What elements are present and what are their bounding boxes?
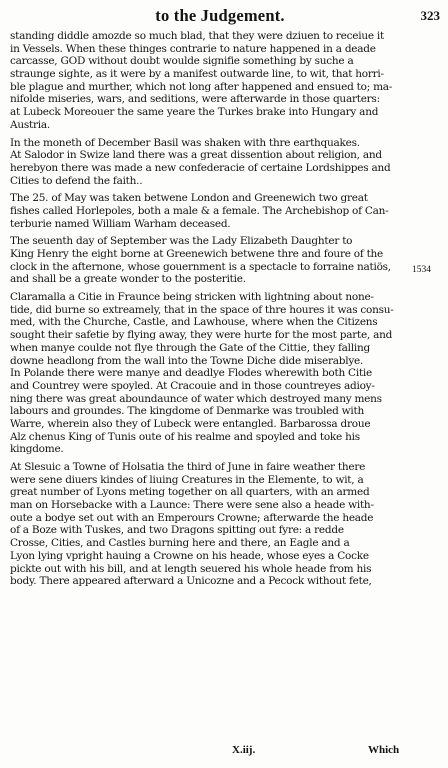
text-line: terburie named William Warham deceased. [10,217,231,230]
text-line: at Lubeck Moreouer the same yeare the Turkes brake into Hungary and [10,106,379,119]
text-line: in Vessels. When these thinges contrarie to nature happened in a deade [10,42,376,55]
text-line: pickte out with his bill, and at length seuered his whole heade from his [10,562,372,575]
text-line: herebyon there was made a new confederacie of certaine Lordshippes and [10,161,391,174]
page-number: 323 [420,8,440,23]
text-line: of a Boze with Tuskes, and two Dragons spitting out fyre: a redde [10,524,344,537]
text-line: In Polande there were manye and deadlye Flodes wherewith both Citie [10,367,372,380]
text-line: Austria. [10,118,50,131]
text-line: Lyon lying vpright hauing a Crowne on his heade, whose eyes a Cocke [10,549,369,562]
catchword: Which [368,744,400,756]
text-line: and shall be a greate wonder to the posteritie. [10,273,246,286]
margin-year-note: 1534 [412,265,431,275]
text-line: At Slesuic a Towne of Holsatia the third of June in faire weather there [10,461,366,473]
text-line: were sene diuers kindes of liuing Creatures in the Elemente, to wit, a [10,473,364,486]
text-line: med, with the Churche, Castle, and Lawhouse, where when the Citizens [10,316,378,329]
body-text [10,30,405,588]
text-line: fishes called Horlepoles, both a male & a female. The Archebishop of Can- [10,204,389,217]
text-line: Crosse, Cities, and Castles burning here and there, an Eagle and a [10,537,350,550]
text-line: In the moneth of December Basil was shaken with thre earthquakes. [10,136,360,149]
text-line: Warre, wherein also they of Lubeck were entangled. Barbarossa droue [10,417,371,430]
text-line: ning there was great aboundaunce of water which destroyed many mens [10,392,382,405]
text-line: At Salodor in Swize land there was a great dissention about religion, and [10,149,382,162]
text-line: Cities to defend the faith.. [10,174,143,187]
text-line: oute a bodye set out with an Emperours Crowne; afterwarde the heade [10,511,374,524]
text-line: man on Horsebacke with a Launce: There were sene also a heade with- [10,499,374,512]
text-line: kingdome. [10,443,64,456]
text-line: The seuenth day of September was the Lady Elizabeth Daughter to [10,235,353,248]
running-head-title: to the Judgement. [155,6,285,25]
signature-mark: X.iij. [232,744,256,756]
text-line: The 25. of May was taken betwene London and Greenewich two great [10,192,368,205]
text-line: King Henry the eight borne at Greenewich betwene thre and foure of the [10,248,384,260]
text-line: when manye coulde not flye through the Gate of the Cittie, they falling [10,341,370,354]
text-line: tide, did burne so extreamely, that in the space of thre houres it was consu- [10,303,394,316]
text-line: carcasse, GOD without doubt woulde signifie something by suche a [10,55,354,68]
text-line: body. There appeared afterward a Unicozne and a Pecock without fete, [10,575,372,588]
text-line: labours and groundes. The kingdome of Denmarke was troubled with [10,405,364,418]
text-line: ble plague and murther, which not long after happened and ensued to; ma- [10,80,393,93]
text-line: downe headlong from the wall into the Towne Diche dide miserablye. [10,354,364,367]
text-line: nifolde miseries, wars, and seditions, were afterwarde in those quarters: [10,93,380,106]
text-line: standing diddle amozde so much blad, that they were dziuen to receiue it [10,30,384,42]
text-line: great number of Lyons meting together on all quarters, with an armed [10,486,370,499]
text-line: Claramalla a Citie in Fraunce being stricken with lightning about none- [10,291,374,304]
text-line: Alz chenus King of Tunis oute of his realme and spoyled and toke his [10,430,360,443]
text-line: sought their safetie by flying away, they were hurte for the most parte, and [10,329,393,342]
text-line: and Countrey were spoyled. At Cracouie and in those countreyes adioy- [10,379,375,392]
text-line: straunge sighte, as it were by a manifest outwarde line, to wit, that horri- [10,68,384,81]
text-line: clock in the afternone, whose gouernment is a spectacle to forraine natiös, [10,260,391,273]
